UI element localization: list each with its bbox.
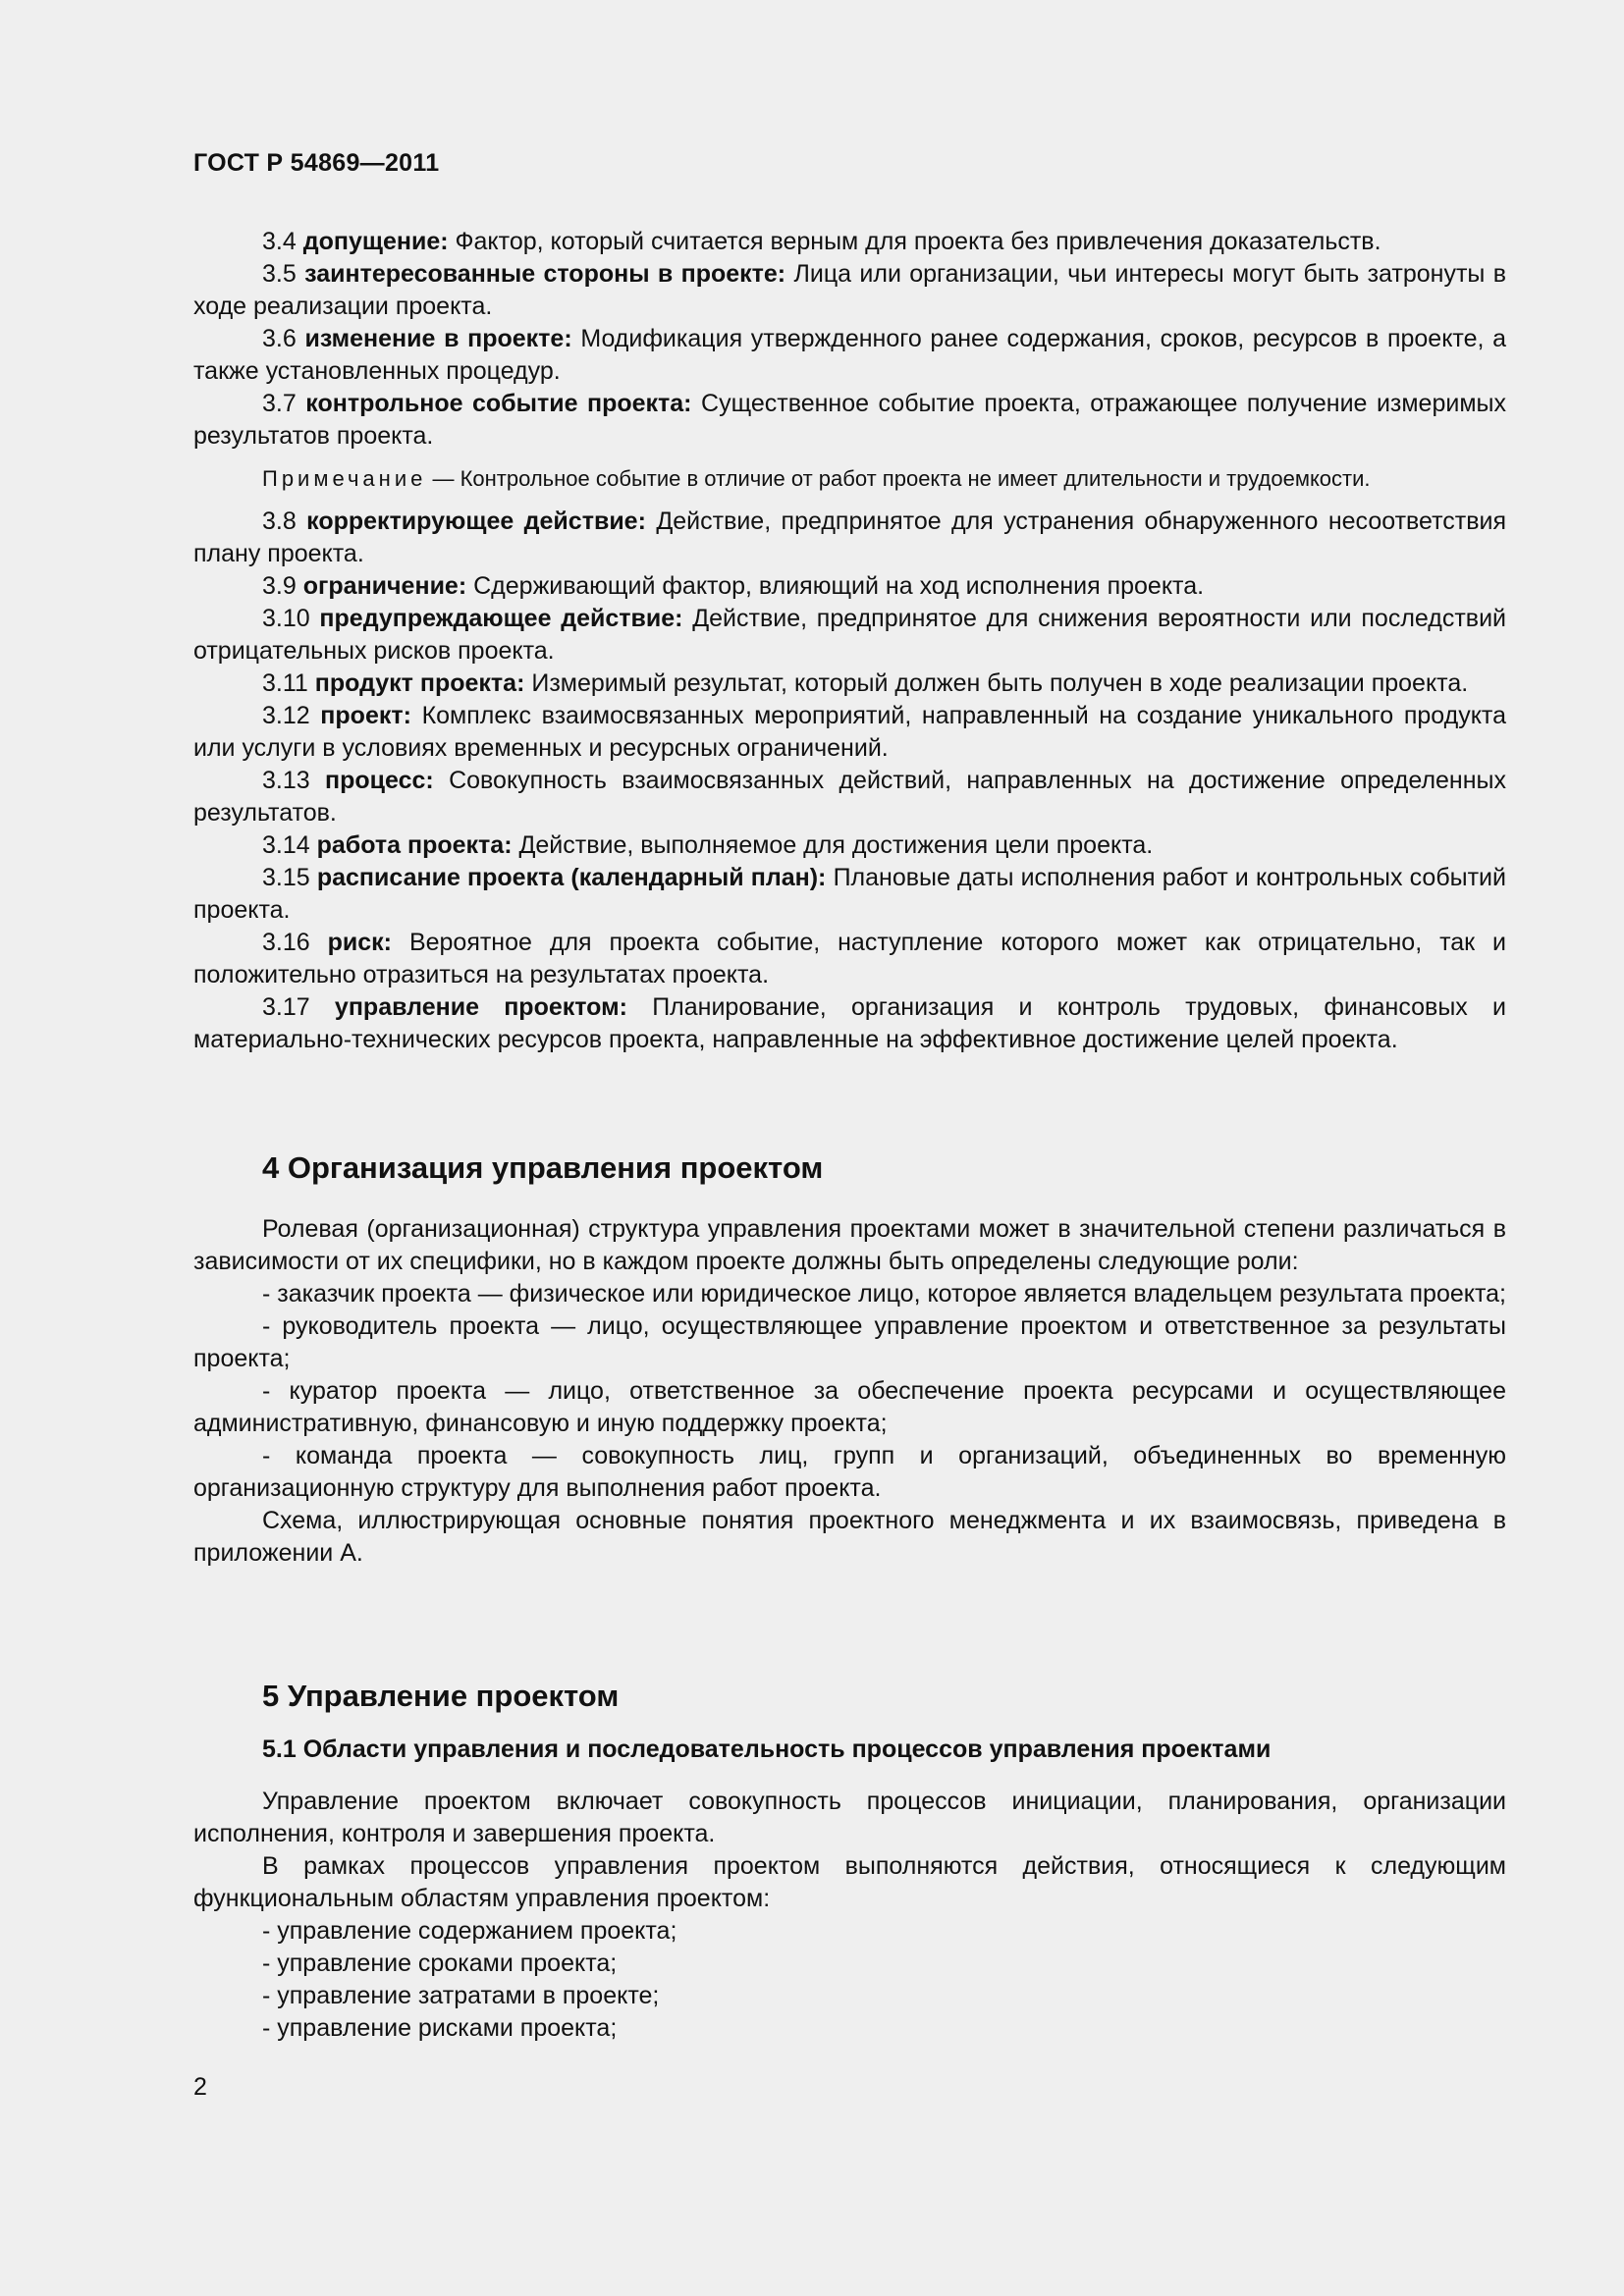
section-4 [193, 1148, 1506, 1570]
term-definition: Модификация утвержденного ранее содержания, сроков, ресурсов в проекте, а также установленных процедур. [193, 325, 1507, 385]
term-name: корректирующее действие: [306, 507, 646, 535]
term-item [193, 927, 1506, 991]
term-name: ограничение: [302, 572, 467, 600]
term-number: 3.8 [262, 507, 297, 535]
role-item: - команда проекта — совокупность лиц, групп и организаций, объединенных во временную организационную структуру для выполнения работ проекта. [193, 1442, 1506, 1502]
term-definition: Сдерживающий фактор, влияющий на ход исполнения проекта. [473, 572, 1205, 600]
area-item: - управление содержанием проекта; [262, 1917, 677, 1945]
term-definition: Действие, предпринятое для снижения вероятности или последствий отрицательных рисков проекта. [193, 605, 1507, 665]
term-name: предупреждающее действие: [319, 605, 683, 632]
section-5-heading: 5 Управление проектом [262, 1679, 620, 1713]
document-code-header: ГОСТ Р 54869—2011 [193, 149, 440, 177]
term-item [193, 603, 1506, 667]
term-item [193, 862, 1506, 927]
term-item [193, 765, 1506, 829]
term-item [193, 991, 1506, 1056]
term-name: продукт проекта: [314, 669, 525, 697]
term-number: 3.15 [262, 864, 310, 891]
term-number: 3.12 [262, 702, 310, 729]
term-definition: Измеримый результат, который должен быть получен в ходе реализации проекта. [531, 669, 1469, 697]
term-name: допущение: [302, 228, 449, 255]
term-definition: Фактор, который считается верным для проекта без привлечения доказательств. [455, 228, 1381, 255]
term-name: управление проектом: [334, 993, 627, 1021]
role-item: - руководитель проекта — лицо, осуществляющее управление проектом и ответственное за результаты проекта; [193, 1312, 1506, 1372]
term-number: 3.10 [262, 605, 310, 632]
note-label: Примечание [262, 466, 427, 491]
section-5 [193, 1677, 1506, 2045]
section-4-heading: 4 Организация управления проектом [262, 1150, 824, 1185]
term-item [193, 258, 1506, 323]
term-definition: Действие, выполняемое для достижения цели проекта. [518, 831, 1154, 859]
section-4-outro: Схема, иллюстрирующая основные понятия проектного менеджмента и их взаимосвязь, приведена в приложении А. [193, 1507, 1506, 1567]
term-number: 3.7 [262, 390, 297, 417]
term-item [193, 667, 1506, 700]
term-number: 3.14 [262, 831, 310, 859]
page-number: 2 [193, 2073, 207, 2101]
note [193, 464, 1506, 494]
term-definition: Лица или организации, чьи интересы могут быть затронуты в ходе реализации проекта. [193, 260, 1506, 320]
term-definition: Действие, предпринятое для устранения обнаруженного несоответствия плану проекта. [193, 507, 1507, 567]
term-number: 3.5 [262, 260, 297, 288]
term-definition: Плановые даты исполнения работ и контрольных событий проекта. [193, 864, 1506, 924]
term-number: 3.4 [262, 228, 297, 255]
term-item [193, 570, 1506, 603]
term-number: 3.16 [262, 929, 310, 956]
term-definition: Комплекс взаимосвязанных мероприятий, направленный на создание уникального продукта или услуги в условиях временных и ресурсных ограничений. [193, 702, 1506, 762]
term-item [193, 506, 1506, 570]
term-name: процесс: [325, 767, 434, 794]
term-number: 3.9 [262, 572, 297, 600]
section-4-intro: Ролевая (организационная) структура управления проектами может в значительной степени различаться в зависимости от их специфики, но в каждом проекте должны быть определены следующие роли: [193, 1215, 1506, 1275]
area-item: - управление рисками проекта; [262, 2014, 618, 2042]
role-item: - заказчик проекта — физическое или юридическое лицо, которое является владельцем результата проекта; [262, 1280, 1506, 1308]
area-item: - управление сроками проекта; [262, 1949, 618, 1977]
term-definition: Планирование, организация и контроль трудовых, финансовых и материально-технических ресурсов проекта, направленные на эффективное достижение целей проекта. [193, 993, 1506, 1053]
section-5-paragraph: Управление проектом включает совокупность процессов инициации, планирования, организации исполнения, контроля и завершения проекта. [193, 1788, 1506, 1847]
term-name: контрольное событие проекта: [305, 390, 692, 417]
term-name: работа проекта: [316, 831, 513, 859]
term-name: расписание проекта (календарный план): [316, 864, 827, 891]
term-definition: Существенное событие проекта, отражающее получение измеримых результатов проекта. [193, 390, 1506, 450]
terms-block-1 [193, 226, 1506, 1056]
term-name: проект: [320, 702, 411, 729]
note-text: — Контрольное событие в отличие от работ проекта не имеет длительности и трудоемкости. [432, 466, 1371, 491]
term-item [193, 829, 1506, 862]
term-name: риск: [327, 929, 392, 956]
term-number: 3.6 [262, 325, 297, 352]
section-5-1-heading: 5.1 Области управления и последовательность процессов управления проектами [262, 1735, 1272, 1763]
area-item: - управление затратами в проекте; [262, 1982, 660, 2009]
term-number: 3.17 [262, 993, 310, 1021]
term-item [193, 323, 1506, 388]
section-5-paragraph: В рамках процессов управления проектом выполняются действия, относящиеся к следующим функциональным областям управления проектом: [193, 1852, 1506, 1912]
term-number: 3.13 [262, 767, 310, 794]
term-definition: Совокупность взаимосвязанных действий, направленных на достижение определенных результатов. [193, 767, 1507, 827]
term-name: изменение в проекте: [304, 325, 572, 352]
term-name: заинтересованные стороны в проекте: [304, 260, 786, 288]
role-item: - куратор проекта — лицо, ответственное за обеспечение проекта ресурсами и осуществляющее административную, финансовую и иную поддержку проекта; [193, 1377, 1506, 1437]
term-number: 3.11 [262, 669, 308, 697]
term-item [193, 700, 1506, 765]
term-item [193, 226, 1506, 258]
term-definition: Вероятное для проекта событие, наступление которого может как отрицательно, так и положительно отразиться на результатах проекта. [193, 929, 1506, 988]
term-item [193, 388, 1506, 453]
